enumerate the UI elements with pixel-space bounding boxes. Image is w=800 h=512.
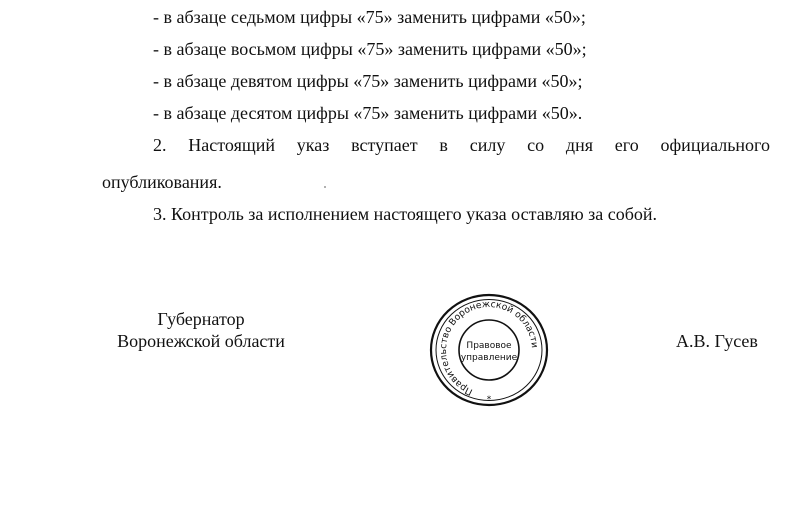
signer-title-line-1: Губернатор [157, 309, 245, 329]
scan-speck [324, 186, 326, 188]
amendment-item-8: - в абзаце восьмом цифры «75» заменить цифрами «50»; [153, 39, 587, 59]
paragraph-2-line-1: 2. Настоящий указ вступает в силу со дня его официального [153, 135, 770, 155]
seal-star-icon: * [486, 395, 492, 405]
amendment-item-9: - в абзаце девятом цифры «75» заменить цифрами «50»; [153, 71, 583, 91]
paragraph-2-line-2: опубликования. [102, 172, 222, 192]
paragraph-3: 3. Контроль за исполнением настоящего указа оставляю за собой. [153, 204, 658, 224]
signer-name: А.В. Гусев [676, 331, 758, 351]
signer-title-line-2: Воронежской области [117, 331, 285, 351]
amendment-item-7: - в абзаце седьмом цифры «75» заменить цифрами «50»; [153, 7, 586, 27]
seal-center-line-2: управление [460, 353, 518, 363]
seal-ring-text: Правительство Воронежской области [437, 298, 541, 398]
amendment-item-10: - в абзаце десятом цифры «75» заменить цифрами «50». [153, 103, 583, 123]
official-seal [428, 292, 550, 408]
seal-center-line-1: Правовое [466, 341, 512, 351]
